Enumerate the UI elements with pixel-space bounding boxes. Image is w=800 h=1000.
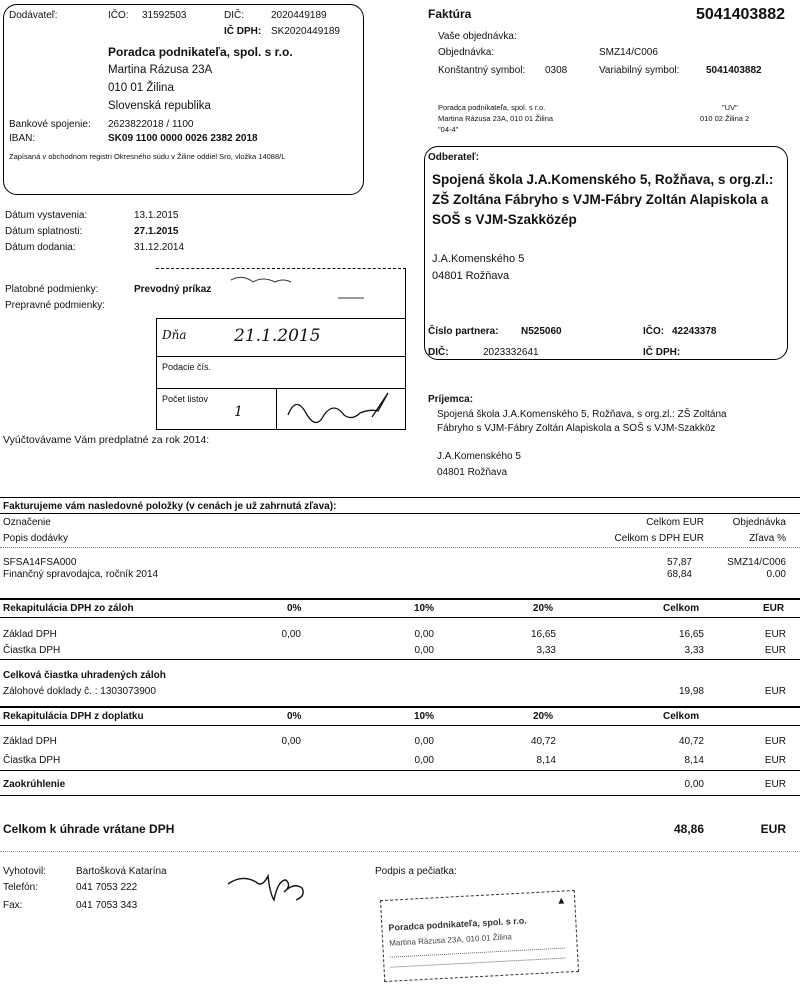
stamp-row1-label: Dňa	[162, 328, 187, 342]
vat-advance-base-label: Základ DPH	[3, 629, 57, 640]
issued-value: 13.1.2015	[134, 210, 179, 221]
supplier-iban-label: IBAN:	[9, 133, 36, 144]
advances-heading: Celková čiastka uhradených záloh	[3, 670, 166, 681]
supplier-label: Dodávateľ:	[9, 10, 58, 21]
supplier-bank-label: Bankové spojenie:	[9, 119, 91, 130]
advances-total: 19,98	[678, 686, 704, 697]
customer-ico: 42243378	[672, 326, 717, 337]
items-top-rule	[0, 497, 800, 498]
grand-total-label: Celkom k úhrade vrátane DPH	[3, 822, 175, 836]
vat-advance-base-0: 0,00	[281, 629, 301, 640]
vat-advance-vat-10: 0,00	[414, 645, 434, 656]
col-oznacenie: Označenie	[3, 517, 51, 528]
vat-extra-col-total: Celkom	[663, 711, 700, 722]
vat-advance-col-20: 20%	[533, 603, 554, 614]
made-label: Vyhotovil:	[3, 866, 46, 877]
vat-advance-vat-label: Čiastka DPH	[3, 645, 61, 656]
objednavka-label: Objednávka:	[438, 47, 495, 58]
seal-mark-icon: ▲	[556, 895, 567, 907]
vat-extra-base-0: 0,00	[281, 736, 301, 747]
col-zlava: Zľava %	[749, 533, 786, 544]
partner-value: N525060	[521, 326, 562, 337]
grand-total-cur: EUR	[760, 822, 786, 836]
payment-value: Prevodný príkaz	[134, 284, 212, 295]
stamp-row3-label: Počet listov	[162, 394, 209, 404]
supplier-street: Martina Rázusa 23A	[108, 64, 213, 76]
stamp-scribble-icon	[156, 268, 406, 318]
vat-extra-heading: Rekapitulácia DPH z doplatku	[3, 711, 144, 722]
supplier-icdph-label: IČ DPH:	[224, 26, 262, 37]
vat-extra-base-label: Základ DPH	[3, 736, 57, 747]
sign-label: Podpis a pečiatka:	[375, 866, 457, 877]
vs-value: 5041403882	[706, 65, 762, 76]
customer-city: 04801 Rožňava	[432, 270, 510, 282]
rounding-label: Zaokrúhlenie	[3, 779, 66, 790]
advances-cur: EUR	[764, 686, 786, 697]
grand-total-value: 48,86	[673, 822, 704, 836]
vat-extra-header-rule	[0, 725, 800, 726]
invoice-title: Faktúra	[428, 7, 472, 21]
supplier-bank: 2623822018 / 1100	[108, 119, 194, 130]
supplier-dic: 2020449189	[271, 10, 327, 21]
customer-name: Spojená škola J.A.Komenského 5, Rožňava, s org.zl.: ZŠ Zoltána Fábryho s VJM-Fábry Zoltán Alapiskola a SOŠ s VJM-Szakközép	[432, 172, 774, 227]
billing-note: Vyúčtovávame Vám predplatné za rok 2014:	[3, 434, 210, 446]
vat-extra-base-10: 0,00	[414, 736, 434, 747]
vat-extra-col-0: 0%	[287, 711, 302, 722]
vat-extra-col-10: 10%	[414, 711, 435, 722]
due-label: Dátum splatnosti:	[5, 226, 83, 237]
due-value: 27.1.2015	[134, 226, 179, 237]
rounding-cur: EUR	[764, 779, 786, 790]
stamp-row1-value: 21.1.2015	[234, 326, 321, 346]
vat-extra-top-rule	[0, 706, 800, 708]
advances-label: Zálohové doklady č. : 1303073900	[3, 686, 156, 697]
item-discount: 0.00	[766, 569, 786, 580]
supplier-ico: 31592503	[142, 10, 187, 21]
vat-advance-bottom-rule	[0, 659, 800, 660]
vat-extra-base-20: 40,72	[530, 736, 556, 747]
uv-mark: "UV"	[722, 103, 738, 112]
vat-extra-base-cur: EUR	[764, 736, 786, 747]
vat-advance-vat-cur: EUR	[764, 645, 786, 656]
ks-value: 0308	[545, 65, 568, 76]
vat-extra-vat-label: Čiastka DPH	[3, 755, 61, 766]
col-popis: Popis dodávky	[3, 533, 69, 544]
payment-label: Platobné podmienky:	[5, 284, 99, 295]
vat-advance-top-rule	[0, 598, 800, 600]
supplier-dic-label: DIČ:	[224, 10, 244, 21]
col-celkom-eur: Celkom EUR	[646, 517, 704, 528]
order-label: Vaše objednávka:	[438, 31, 517, 42]
supplier-icdph: SK2020449189	[271, 26, 340, 37]
vat-extra-vat-20: 8,14	[536, 755, 556, 766]
vat-advance-header-rule	[0, 617, 800, 618]
author-signature-icon	[222, 858, 322, 908]
customer-label: Odberateľ:	[428, 152, 480, 163]
stamp-row3-value: 1	[234, 404, 243, 420]
partner-label: Číslo partnera:	[428, 326, 499, 337]
seal-line1: Poradca podnikateľa, spol. s r.o.	[388, 915, 528, 933]
registry-stamp	[156, 268, 406, 430]
stamp-signature-icon	[278, 389, 406, 429]
vat-extra-vat-cur: EUR	[764, 755, 786, 766]
vat-extra-bottom-rule	[0, 770, 800, 771]
col-celkom-dph: Celkom s DPH EUR	[614, 533, 704, 544]
made-value: Bartošková Katarína	[76, 866, 167, 877]
delivery-label: Dátum dodania:	[5, 242, 76, 253]
recipient-line1: Spojená škola J.A.Komenského 5, Rožňava, s org.zl.: ZŠ Zoltána	[437, 409, 727, 420]
item-order: SMZ14/C006	[727, 557, 786, 568]
recipient-street: J.A.Komenského 5	[437, 451, 521, 462]
company-seal	[380, 890, 579, 982]
vat-extra-vat-10: 0,00	[414, 755, 434, 766]
vat-advance-base-10: 0,00	[414, 629, 434, 640]
items-heading-rule	[0, 513, 800, 514]
seal-rule	[390, 948, 565, 958]
items-col-rule	[0, 547, 800, 548]
customer-dic: 2023332641	[483, 347, 539, 358]
customer-ico-label: IČO:	[643, 326, 665, 337]
vat-extra-vat-total: 8,14	[684, 755, 704, 766]
ks-label: Konštantný symbol:	[438, 65, 526, 76]
seal-rule-2	[390, 958, 565, 968]
items-heading: Fakturujeme vám nasledovné položky (v cenách je už zahrnutá zľava):	[3, 501, 337, 512]
sender-line2: Martina Rázusa 23A, 010 01 Žilina	[438, 114, 554, 123]
supplier-name: Poradca podnikateľa, spol. s r.o.	[108, 45, 293, 59]
rounding-value: 0,00	[684, 779, 704, 790]
item-total: 57,87	[666, 557, 692, 568]
vat-advance-col-total: Celkom	[663, 603, 700, 614]
vat-advance-base-cur: EUR	[764, 629, 786, 640]
grand-total-rule	[0, 851, 800, 852]
vat-advance-col-10: 10%	[414, 603, 435, 614]
transport-label: Prepravné podmienky:	[5, 300, 106, 311]
vat-extra-base-total: 40,72	[678, 736, 704, 747]
vat-advance-col-0: 0%	[287, 603, 302, 614]
vat-advance-base-total: 16,65	[678, 629, 704, 640]
seal-line2: Martina Rázusa 23A, 010 01 Žilina	[389, 932, 513, 948]
phone-value: 041 7053 222	[76, 882, 138, 893]
vat-extra-col-20: 20%	[533, 711, 554, 722]
customer-icdph-label: IČ DPH:	[643, 347, 681, 358]
vat-advance-heading: Rekapitulácia DPH zo záloh	[3, 603, 134, 614]
vat-advance-base-20: 16,65	[530, 629, 556, 640]
issued-label: Dátum vystavenia:	[5, 210, 88, 221]
objednavka-value: SMZ14/C006	[599, 47, 658, 58]
customer-street: J.A.Komenského 5	[432, 253, 525, 265]
sender-line3: "04-4"	[438, 125, 459, 134]
supplier-country: Slovenská republika	[108, 100, 211, 112]
item-total-vat: 68,84	[666, 569, 692, 580]
supplier-register: Zapísaná v obchodnom registri Okresného súdu v Žiline oddiel Sro, vložka 14088/L	[9, 152, 286, 161]
rounding-rule	[0, 795, 800, 796]
customer-dic-label: DIČ:	[428, 347, 449, 358]
phone-label: Telefón:	[3, 882, 39, 893]
recipient-city: 04801 Rožňava	[437, 467, 508, 478]
delivery-value: 31.12.2014	[134, 242, 185, 253]
fax-value: 041 7053 343	[76, 900, 138, 911]
col-objednavka: Objednávka	[732, 517, 786, 528]
sender-line1: Poradca podnikateľa, spol. s r.o.	[438, 103, 546, 112]
supplier-iban: SK09 1100 0000 0026 2382 2018	[108, 133, 258, 144]
supplier-ico-label: IČO:	[108, 10, 129, 21]
vat-advance-col-cur: EUR	[763, 603, 785, 614]
recipient-label: Príjemca:	[428, 394, 474, 405]
stamp-row2-label: Podacie čís.	[162, 362, 212, 372]
item-desc: Finančný spravodajca, ročník 2014	[3, 569, 159, 580]
vat-advance-vat-total: 3,33	[684, 645, 704, 656]
vat-advance-vat-20: 3,33	[536, 645, 556, 656]
fax-label: Fax:	[3, 900, 23, 911]
recipient-line2: Fábryho s VJM-Fábry Zoltán Alapiskola a SOŠ s VJM-Szakköz	[437, 423, 716, 434]
item-code: SFSA14FSA000	[3, 557, 77, 568]
invoice-number: 5041403882	[696, 6, 785, 23]
supplier-city: 010 01 Žilina	[108, 82, 174, 94]
vs-label: Variabilný symbol:	[599, 65, 680, 76]
uv-city: 010 02 Žilina 2	[700, 114, 750, 123]
